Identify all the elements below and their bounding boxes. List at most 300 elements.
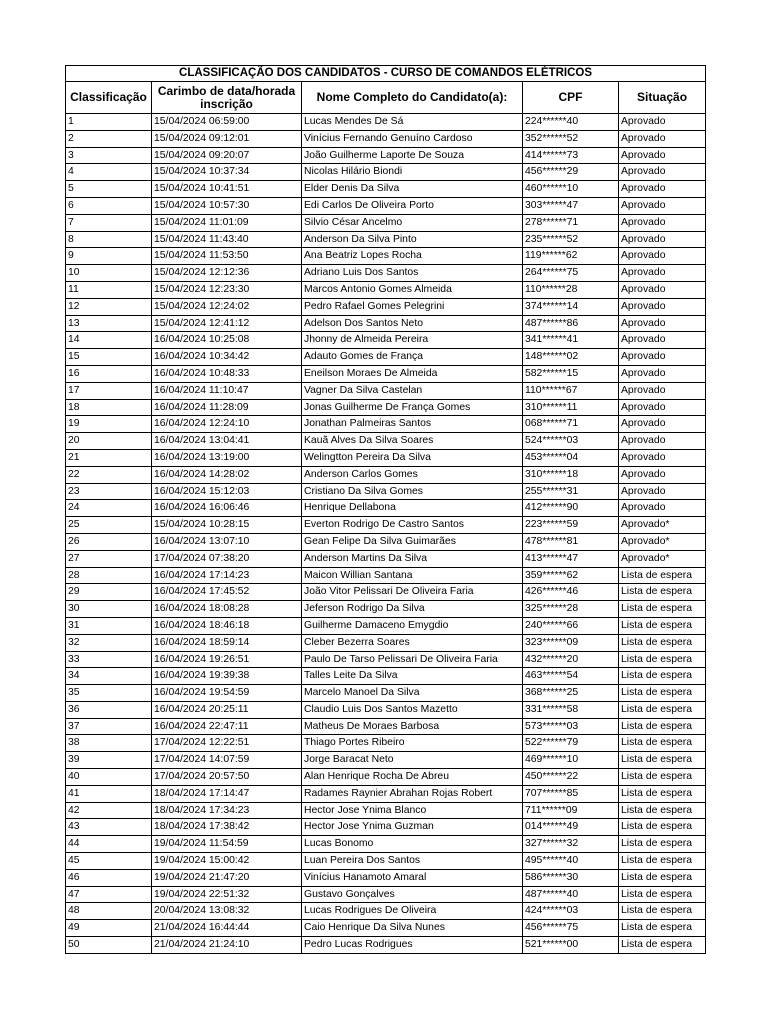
cell-cpf: 341******41 — [523, 332, 619, 349]
cell-cpf: 327******32 — [523, 836, 619, 853]
cell-situacao: Aprovado — [619, 349, 706, 366]
cell-situacao: Lista de espera — [619, 886, 706, 903]
cell-timestamp: 16/04/2024 22:47:11 — [152, 718, 302, 735]
cell-timestamp: 16/04/2024 17:45:52 — [152, 584, 302, 601]
cell-cpf: 495******40 — [523, 853, 619, 870]
cell-timestamp: 17/04/2024 20:57:50 — [152, 769, 302, 786]
cell-timestamp: 16/04/2024 11:28:09 — [152, 399, 302, 416]
table-row — [66, 735, 706, 752]
cell-cpf: 310******18 — [523, 466, 619, 483]
cell-name: Luan Pereira Dos Santos — [302, 853, 523, 870]
cell-classificacao: 32 — [66, 634, 152, 651]
cell-timestamp: 16/04/2024 13:04:41 — [152, 433, 302, 450]
cell-timestamp: 19/04/2024 15:00:42 — [152, 853, 302, 870]
table-row — [66, 449, 706, 466]
cell-classificacao: 14 — [66, 332, 152, 349]
cell-cpf: 412******90 — [523, 500, 619, 517]
cell-classificacao: 15 — [66, 349, 152, 366]
table-row — [66, 668, 706, 685]
cell-situacao: Lista de espera — [619, 785, 706, 802]
cell-classificacao: 44 — [66, 836, 152, 853]
cell-cpf: 414******73 — [523, 147, 619, 164]
cell-cpf: 573******03 — [523, 718, 619, 735]
cell-classificacao: 41 — [66, 785, 152, 802]
cell-cpf: 223******59 — [523, 517, 619, 534]
cell-name: Lucas Bonomo — [302, 836, 523, 853]
cell-name: Cleber Bezerra Soares — [302, 634, 523, 651]
cell-situacao: Aprovado — [619, 147, 706, 164]
cell-timestamp: 15/04/2024 11:01:09 — [152, 214, 302, 231]
table-row — [66, 701, 706, 718]
cell-cpf: 460******10 — [523, 181, 619, 198]
cell-situacao: Lista de espera — [619, 920, 706, 937]
cell-timestamp: 15/04/2024 12:24:02 — [152, 298, 302, 315]
cell-cpf: 487******86 — [523, 315, 619, 332]
cell-name: Jorge Baracat Neto — [302, 752, 523, 769]
cell-classificacao: 10 — [66, 265, 152, 282]
cell-situacao: Aprovado — [619, 399, 706, 416]
cell-timestamp: 19/04/2024 11:54:59 — [152, 836, 302, 853]
table-row — [66, 181, 706, 198]
cell-cpf: 711******09 — [523, 802, 619, 819]
document-sheet — [65, 65, 705, 954]
cell-classificacao: 25 — [66, 517, 152, 534]
cell-situacao: Lista de espera — [619, 634, 706, 651]
cell-name: Jonas Guilherme De França Gomes — [302, 399, 523, 416]
cell-classificacao: 12 — [66, 298, 152, 315]
cell-cpf: 487******40 — [523, 886, 619, 903]
cell-classificacao: 11 — [66, 281, 152, 298]
cell-timestamp: 16/04/2024 19:26:51 — [152, 651, 302, 668]
cell-timestamp: 18/04/2024 17:34:23 — [152, 802, 302, 819]
cell-situacao: Aprovado — [619, 214, 706, 231]
cell-classificacao: 38 — [66, 735, 152, 752]
cell-situacao: Aprovado — [619, 248, 706, 265]
cell-name: Lucas Mendes De Sá — [302, 114, 523, 131]
cell-cpf: 424******03 — [523, 903, 619, 920]
table-row — [66, 601, 706, 618]
header-name: Nome Completo do Candidato(a): — [302, 82, 523, 114]
cell-name: Anderson Carlos Gomes — [302, 466, 523, 483]
table-row — [66, 869, 706, 886]
cell-cpf: 110******28 — [523, 281, 619, 298]
cell-classificacao: 3 — [66, 147, 152, 164]
cell-classificacao: 35 — [66, 685, 152, 702]
table-row — [66, 164, 706, 181]
table-row — [66, 752, 706, 769]
table-row — [66, 349, 706, 366]
cell-timestamp: 15/04/2024 10:28:15 — [152, 517, 302, 534]
cell-classificacao: 9 — [66, 248, 152, 265]
table-row — [66, 114, 706, 131]
cell-situacao: Lista de espera — [619, 735, 706, 752]
table-row — [66, 147, 706, 164]
cell-situacao: Aprovado — [619, 315, 706, 332]
cell-cpf: 323******09 — [523, 634, 619, 651]
cell-timestamp: 16/04/2024 18:59:14 — [152, 634, 302, 651]
cell-situacao: Aprovado — [619, 197, 706, 214]
cell-cpf: 456******29 — [523, 164, 619, 181]
cell-classificacao: 42 — [66, 802, 152, 819]
cell-classificacao: 31 — [66, 617, 152, 634]
cell-name: Adriano Luis Dos Santos — [302, 265, 523, 282]
cell-situacao: Lista de espera — [619, 769, 706, 786]
cell-name: Cristiano Da Silva Gomes — [302, 483, 523, 500]
cell-cpf: 450******22 — [523, 769, 619, 786]
cell-name: Everton Rodrigo De Castro Santos — [302, 517, 523, 534]
cell-name: Alan Henrique Rocha De Abreu — [302, 769, 523, 786]
cell-situacao: Lista de espera — [619, 836, 706, 853]
cell-classificacao: 18 — [66, 399, 152, 416]
cell-classificacao: 16 — [66, 365, 152, 382]
cell-cpf: 413******47 — [523, 550, 619, 567]
cell-cpf: 310******11 — [523, 399, 619, 416]
cell-cpf: 235******52 — [523, 231, 619, 248]
cell-situacao: Lista de espera — [619, 802, 706, 819]
cell-classificacao: 50 — [66, 937, 152, 954]
cell-situacao: Lista de espera — [619, 701, 706, 718]
table-row — [66, 399, 706, 416]
table-row — [66, 298, 706, 315]
cell-name: João Vitor Pelissari De Oliveira Faria — [302, 584, 523, 601]
cell-classificacao: 17 — [66, 382, 152, 399]
cell-timestamp: 16/04/2024 20:25:11 — [152, 701, 302, 718]
table-row — [66, 332, 706, 349]
cell-classificacao: 48 — [66, 903, 152, 920]
cell-timestamp: 16/04/2024 18:08:28 — [152, 601, 302, 618]
cell-cpf: 586******30 — [523, 869, 619, 886]
cell-timestamp: 16/04/2024 16:06:46 — [152, 500, 302, 517]
table-row — [66, 483, 706, 500]
candidates-table — [65, 65, 706, 954]
cell-situacao: Aprovado — [619, 298, 706, 315]
cell-cpf: 331******58 — [523, 701, 619, 718]
cell-cpf: 453******04 — [523, 449, 619, 466]
table-row — [66, 651, 706, 668]
cell-name: Anderson Da Silva Pinto — [302, 231, 523, 248]
cell-timestamp: 17/04/2024 14:07:59 — [152, 752, 302, 769]
cell-situacao: Lista de espera — [619, 819, 706, 836]
table-row — [66, 853, 706, 870]
table-title: CLASSIFICAÇÃO DOS CANDIDATOS - CURSO DE COMANDOS ELÉTRICOS — [66, 66, 706, 82]
cell-situacao: Lista de espera — [619, 853, 706, 870]
cell-timestamp: 15/04/2024 12:41:12 — [152, 315, 302, 332]
cell-classificacao: 39 — [66, 752, 152, 769]
cell-cpf: 359******62 — [523, 567, 619, 584]
table-row — [66, 517, 706, 534]
cell-situacao: Aprovado — [619, 365, 706, 382]
cell-cpf: 240******66 — [523, 617, 619, 634]
table-row — [66, 500, 706, 517]
cell-timestamp: 19/04/2024 22:51:32 — [152, 886, 302, 903]
header-cpf: CPF — [523, 82, 619, 114]
cell-classificacao: 22 — [66, 466, 152, 483]
cell-timestamp: 16/04/2024 19:54:59 — [152, 685, 302, 702]
cell-timestamp: 15/04/2024 12:23:30 — [152, 281, 302, 298]
cell-name: Nicolas Hilário Biondi — [302, 164, 523, 181]
table-row — [66, 416, 706, 433]
cell-timestamp: 15/04/2024 10:37:34 — [152, 164, 302, 181]
cell-timestamp: 15/04/2024 12:12:36 — [152, 265, 302, 282]
table-row — [66, 315, 706, 332]
cell-name: Vagner Da Silva Castelan — [302, 382, 523, 399]
table-row — [66, 382, 706, 399]
cell-name: Hector Jose Ynima Guzman — [302, 819, 523, 836]
cell-cpf: 264******75 — [523, 265, 619, 282]
cell-name: Jhonny de Almeida Pereira — [302, 332, 523, 349]
cell-cpf: 456******75 — [523, 920, 619, 937]
cell-cpf: 469******10 — [523, 752, 619, 769]
cell-cpf: 521******00 — [523, 937, 619, 954]
cell-timestamp: 16/04/2024 17:14:23 — [152, 567, 302, 584]
table-row — [66, 584, 706, 601]
cell-cpf: 224******40 — [523, 114, 619, 131]
cell-classificacao: 5 — [66, 181, 152, 198]
cell-cpf: 255******31 — [523, 483, 619, 500]
header-timestamp: Carimbo de data/horada inscrição — [152, 82, 302, 114]
cell-name: Claudio Luis Dos Santos Mazetto — [302, 701, 523, 718]
cell-name: Jeferson Rodrigo Da Silva — [302, 601, 523, 618]
cell-situacao: Lista de espera — [619, 869, 706, 886]
cell-name: Matheus De Moraes Barbosa — [302, 718, 523, 735]
table-row — [66, 197, 706, 214]
cell-timestamp: 16/04/2024 10:34:42 — [152, 349, 302, 366]
cell-timestamp: 17/04/2024 07:38:20 — [152, 550, 302, 567]
cell-situacao: Lista de espera — [619, 752, 706, 769]
cell-classificacao: 45 — [66, 853, 152, 870]
table-body — [66, 114, 706, 954]
cell-timestamp: 15/04/2024 10:57:30 — [152, 197, 302, 214]
cell-cpf: 352******52 — [523, 130, 619, 147]
cell-timestamp: 15/04/2024 09:20:07 — [152, 147, 302, 164]
cell-cpf: 522******79 — [523, 735, 619, 752]
cell-timestamp: 16/04/2024 13:07:10 — [152, 533, 302, 550]
cell-name: Marcos Antonio Gomes Almeida — [302, 281, 523, 298]
cell-name: Jonathan Palmeiras Santos — [302, 416, 523, 433]
cell-classificacao: 20 — [66, 433, 152, 450]
table-row — [66, 248, 706, 265]
cell-timestamp: 15/04/2024 11:43:40 — [152, 231, 302, 248]
cell-timestamp: 18/04/2024 17:38:42 — [152, 819, 302, 836]
cell-classificacao: 8 — [66, 231, 152, 248]
cell-situacao: Lista de espera — [619, 584, 706, 601]
cell-name: Edi Carlos De Oliveira Porto — [302, 197, 523, 214]
cell-name: Maicon Willian Santana — [302, 567, 523, 584]
cell-situacao: Aprovado — [619, 449, 706, 466]
cell-timestamp: 15/04/2024 11:53:50 — [152, 248, 302, 265]
cell-name: Lucas Rodrigues De Oliveira — [302, 903, 523, 920]
cell-cpf: 148******02 — [523, 349, 619, 366]
cell-classificacao: 27 — [66, 550, 152, 567]
cell-classificacao: 49 — [66, 920, 152, 937]
cell-cpf: 524******03 — [523, 433, 619, 450]
table-row — [66, 281, 706, 298]
table-row — [66, 718, 706, 735]
cell-situacao: Aprovado* — [619, 550, 706, 567]
cell-classificacao: 4 — [66, 164, 152, 181]
table-row — [66, 836, 706, 853]
cell-cpf: 463******54 — [523, 668, 619, 685]
cell-situacao: Aprovado — [619, 181, 706, 198]
cell-classificacao: 24 — [66, 500, 152, 517]
cell-cpf: 707******85 — [523, 785, 619, 802]
cell-timestamp: 21/04/2024 21:24:10 — [152, 937, 302, 954]
cell-classificacao: 43 — [66, 819, 152, 836]
cell-cpf: 068******71 — [523, 416, 619, 433]
cell-name: Pedro Rafael Gomes Pelegrini — [302, 298, 523, 315]
cell-cpf: 432******20 — [523, 651, 619, 668]
cell-situacao: Aprovado — [619, 433, 706, 450]
cell-name: Guilherme Damaceno Emygdio — [302, 617, 523, 634]
cell-classificacao: 47 — [66, 886, 152, 903]
cell-classificacao: 13 — [66, 315, 152, 332]
cell-situacao: Aprovado — [619, 265, 706, 282]
cell-classificacao: 23 — [66, 483, 152, 500]
table-row — [66, 231, 706, 248]
cell-cpf: 014******49 — [523, 819, 619, 836]
cell-timestamp: 15/04/2024 06:59:00 — [152, 114, 302, 131]
table-row — [66, 886, 706, 903]
table-row — [66, 130, 706, 147]
cell-name: Pedro Lucas Rodrigues — [302, 937, 523, 954]
cell-situacao: Aprovado* — [619, 533, 706, 550]
table-row — [66, 567, 706, 584]
cell-situacao: Lista de espera — [619, 617, 706, 634]
cell-timestamp: 20/04/2024 13:08:32 — [152, 903, 302, 920]
table-row — [66, 466, 706, 483]
cell-classificacao: 19 — [66, 416, 152, 433]
cell-situacao: Aprovado — [619, 466, 706, 483]
cell-name: Marcelo Manoel Da Silva — [302, 685, 523, 702]
cell-cpf: 426******46 — [523, 584, 619, 601]
cell-timestamp: 16/04/2024 14:28:02 — [152, 466, 302, 483]
cell-situacao: Aprovado — [619, 500, 706, 517]
cell-situacao: Lista de espera — [619, 668, 706, 685]
cell-situacao: Aprovado — [619, 114, 706, 131]
cell-name: Ana Beatriz Lopes Rocha — [302, 248, 523, 265]
table-row — [66, 214, 706, 231]
cell-cpf: 325******28 — [523, 601, 619, 618]
cell-classificacao: 29 — [66, 584, 152, 601]
cell-name: Paulo De Tarso Pelissari De Oliveira Faria — [302, 651, 523, 668]
cell-situacao: Aprovado — [619, 416, 706, 433]
cell-situacao: Aprovado — [619, 332, 706, 349]
cell-timestamp: 15/04/2024 09:12:01 — [152, 130, 302, 147]
cell-timestamp: 21/04/2024 16:44:44 — [152, 920, 302, 937]
cell-timestamp: 18/04/2024 17:14:47 — [152, 785, 302, 802]
cell-timestamp: 16/04/2024 15:12:03 — [152, 483, 302, 500]
cell-name: Gean Felipe Da Silva Guimarães — [302, 533, 523, 550]
cell-cpf: 278******71 — [523, 214, 619, 231]
cell-cpf: 582******15 — [523, 365, 619, 382]
cell-cpf: 110******67 — [523, 382, 619, 399]
table-row — [66, 533, 706, 550]
cell-name: Hector Jose Ynima Blanco — [302, 802, 523, 819]
cell-timestamp: 16/04/2024 19:39:38 — [152, 668, 302, 685]
cell-name: Eneilson Moraes De Almeida — [302, 365, 523, 382]
table-row — [66, 920, 706, 937]
cell-name: Adauto Gomes de França — [302, 349, 523, 366]
table-row — [66, 685, 706, 702]
table-row — [66, 265, 706, 282]
cell-situacao: Aprovado* — [619, 517, 706, 534]
cell-situacao: Aprovado — [619, 382, 706, 399]
cell-situacao: Lista de espera — [619, 567, 706, 584]
cell-classificacao: 33 — [66, 651, 152, 668]
table-row — [66, 802, 706, 819]
cell-classificacao: 37 — [66, 718, 152, 735]
cell-classificacao: 26 — [66, 533, 152, 550]
cell-timestamp: 16/04/2024 12:24:10 — [152, 416, 302, 433]
cell-situacao: Lista de espera — [619, 601, 706, 618]
header-situacao: Situação — [619, 82, 706, 114]
cell-situacao: Lista de espera — [619, 937, 706, 954]
cell-name: Radames Raynier Abrahan Rojas Robert — [302, 785, 523, 802]
cell-name: Vinícius Fernando Genuíno Cardoso — [302, 130, 523, 147]
cell-name: Thiago Portes Ribeiro — [302, 735, 523, 752]
cell-classificacao: 46 — [66, 869, 152, 886]
cell-cpf: 119******62 — [523, 248, 619, 265]
cell-situacao: Aprovado — [619, 231, 706, 248]
cell-timestamp: 16/04/2024 11:10:47 — [152, 382, 302, 399]
header-classificacao: Classificação — [66, 82, 152, 114]
table-row — [66, 769, 706, 786]
cell-name: Talles Leite Da Silva — [302, 668, 523, 685]
cell-situacao: Lista de espera — [619, 903, 706, 920]
cell-name: Adelson Dos Santos Neto — [302, 315, 523, 332]
cell-timestamp: 16/04/2024 10:48:33 — [152, 365, 302, 382]
table-row — [66, 634, 706, 651]
cell-name: Caio Henrique Da Silva Nunes — [302, 920, 523, 937]
cell-classificacao: 2 — [66, 130, 152, 147]
cell-timestamp: 17/04/2024 12:22:51 — [152, 735, 302, 752]
cell-timestamp: 19/04/2024 21:47:20 — [152, 869, 302, 886]
cell-cpf: 478******81 — [523, 533, 619, 550]
cell-situacao: Lista de espera — [619, 685, 706, 702]
cell-name: Gustavo Gonçalves — [302, 886, 523, 903]
cell-situacao: Aprovado — [619, 130, 706, 147]
cell-timestamp: 16/04/2024 18:46:18 — [152, 617, 302, 634]
cell-classificacao: 7 — [66, 214, 152, 231]
cell-classificacao: 36 — [66, 701, 152, 718]
cell-cpf: 374******14 — [523, 298, 619, 315]
cell-situacao: Lista de espera — [619, 718, 706, 735]
cell-timestamp: 15/04/2024 10:41:51 — [152, 181, 302, 198]
cell-name: Kauã Alves Da Silva Soares — [302, 433, 523, 450]
table-row — [66, 433, 706, 450]
cell-timestamp: 16/04/2024 10:25:08 — [152, 332, 302, 349]
cell-name: Silvio César Ancelmo — [302, 214, 523, 231]
cell-classificacao: 40 — [66, 769, 152, 786]
table-row — [66, 550, 706, 567]
cell-classificacao: 30 — [66, 601, 152, 618]
cell-classificacao: 34 — [66, 668, 152, 685]
cell-situacao: Lista de espera — [619, 651, 706, 668]
cell-name: Henrique Dellabona — [302, 500, 523, 517]
cell-classificacao: 6 — [66, 197, 152, 214]
cell-classificacao: 28 — [66, 567, 152, 584]
cell-name: Anderson Martins Da Silva — [302, 550, 523, 567]
table-row — [66, 365, 706, 382]
table-row — [66, 937, 706, 954]
table-row — [66, 785, 706, 802]
cell-situacao: Aprovado — [619, 164, 706, 181]
cell-name: João Guilherme Laporte De Souza — [302, 147, 523, 164]
cell-classificacao: 21 — [66, 449, 152, 466]
cell-name: Elder Denis Da Silva — [302, 181, 523, 198]
cell-cpf: 303******47 — [523, 197, 619, 214]
cell-classificacao: 1 — [66, 114, 152, 131]
